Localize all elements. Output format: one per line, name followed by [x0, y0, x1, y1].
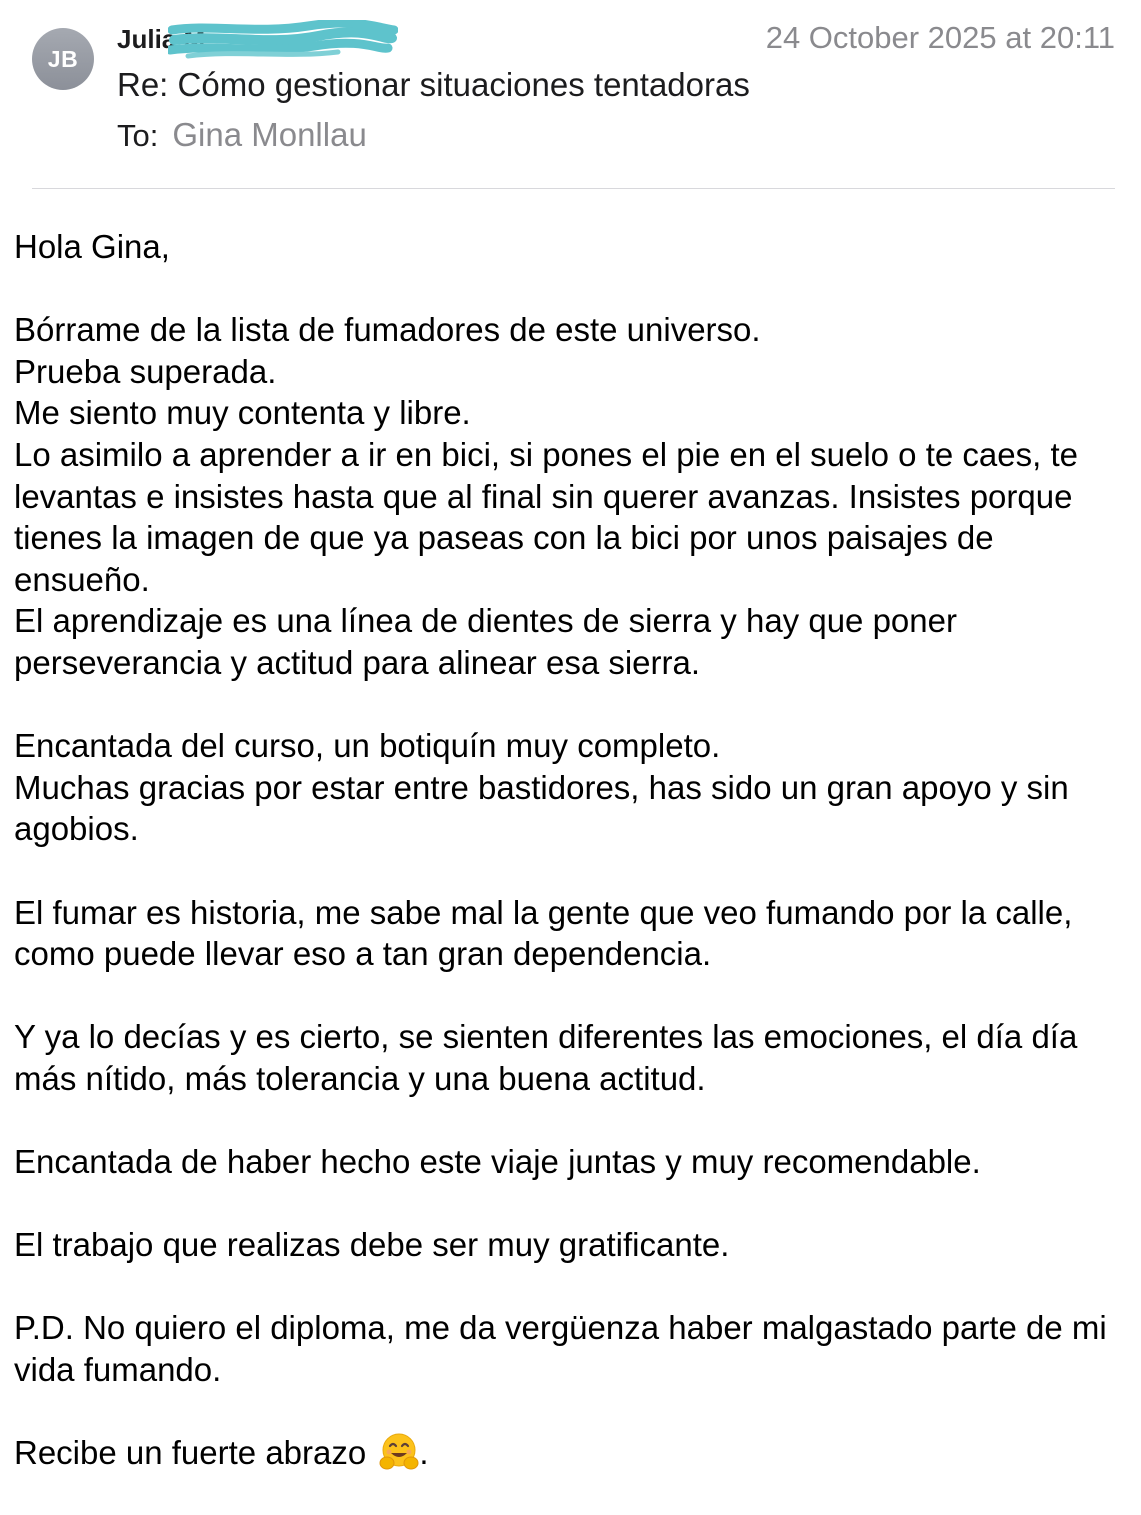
- to-label: To:: [117, 118, 159, 153]
- paragraph-1: [14, 309, 1124, 683]
- body-line: Bórrame de la lista de fumadores de este universo.: [14, 311, 761, 349]
- paragraph-2: [14, 725, 1124, 850]
- body-line: Me siento muy contenta y libre.: [14, 394, 471, 432]
- header-divider: [32, 188, 1115, 189]
- paragraph-3: El fumar es historia, me sabe mal la gente que veo fumando por la calle, como puede llevar eso a tan gran dependencia.: [14, 893, 1073, 973]
- paragraph-6: El trabajo que realizas debe ser muy gratificante.: [14, 1226, 730, 1264]
- recipient-name[interactable]: Gina Monllau: [172, 116, 367, 153]
- body-line: Muchas gracias por estar entre bastidores, has sido un gran apoyo y sin agobios.: [14, 768, 1069, 848]
- avatar-initials: JB: [47, 45, 79, 72]
- paragraph-7: P.D. No quiero el diploma, me da vergüenza haber malgastado parte de mi vida fumando.: [14, 1309, 1107, 1389]
- message-header: [0, 0, 1141, 190]
- sender-name[interactable]: Julia M: [117, 24, 206, 54]
- paragraph-4: Y ya lo decías y es cierto, se sienten diferentes las emociones, el día día más nítido, más tolerancia y una buena actitud.: [14, 1018, 1078, 1097]
- message-date: 24 October 2025 at 20:11: [765, 20, 1115, 55]
- recipient-row: [117, 116, 367, 154]
- body-line: Prueba superada.: [14, 352, 277, 390]
- body-line: Encantada del curso, un botiquín muy completo.: [14, 727, 721, 765]
- message-subject: Re: Cómo gestionar situaciones tentadoras: [117, 66, 750, 103]
- sender-avatar[interactable]: [32, 28, 94, 90]
- hugging-face-icon: [379, 1432, 419, 1472]
- greeting: Hola Gina,: [14, 228, 170, 265]
- body-line: El aprendizaje es una línea de dientes de sierra y hay que poner perseverancia y actitud para alinear esa sierra.: [14, 602, 957, 681]
- body-line: Lo asimilo a aprender a ir en bici, si pones el pie en el suelo o te caes, te levantas e insistes hasta que al final sin querer avanzas. Insistes porque tienes la imagen de que ya paseas con la bici por unos paisajes de ensueño.: [14, 435, 1078, 598]
- paragraph-5: Encantada de haber hecho este viaje juntas y muy recomendable.: [14, 1143, 981, 1181]
- closing: [14, 1432, 1124, 1474]
- message-body: [14, 226, 1124, 1515]
- closing-punct: .: [419, 1434, 429, 1472]
- closing-text: Recibe un fuerte abrazo: [14, 1434, 376, 1472]
